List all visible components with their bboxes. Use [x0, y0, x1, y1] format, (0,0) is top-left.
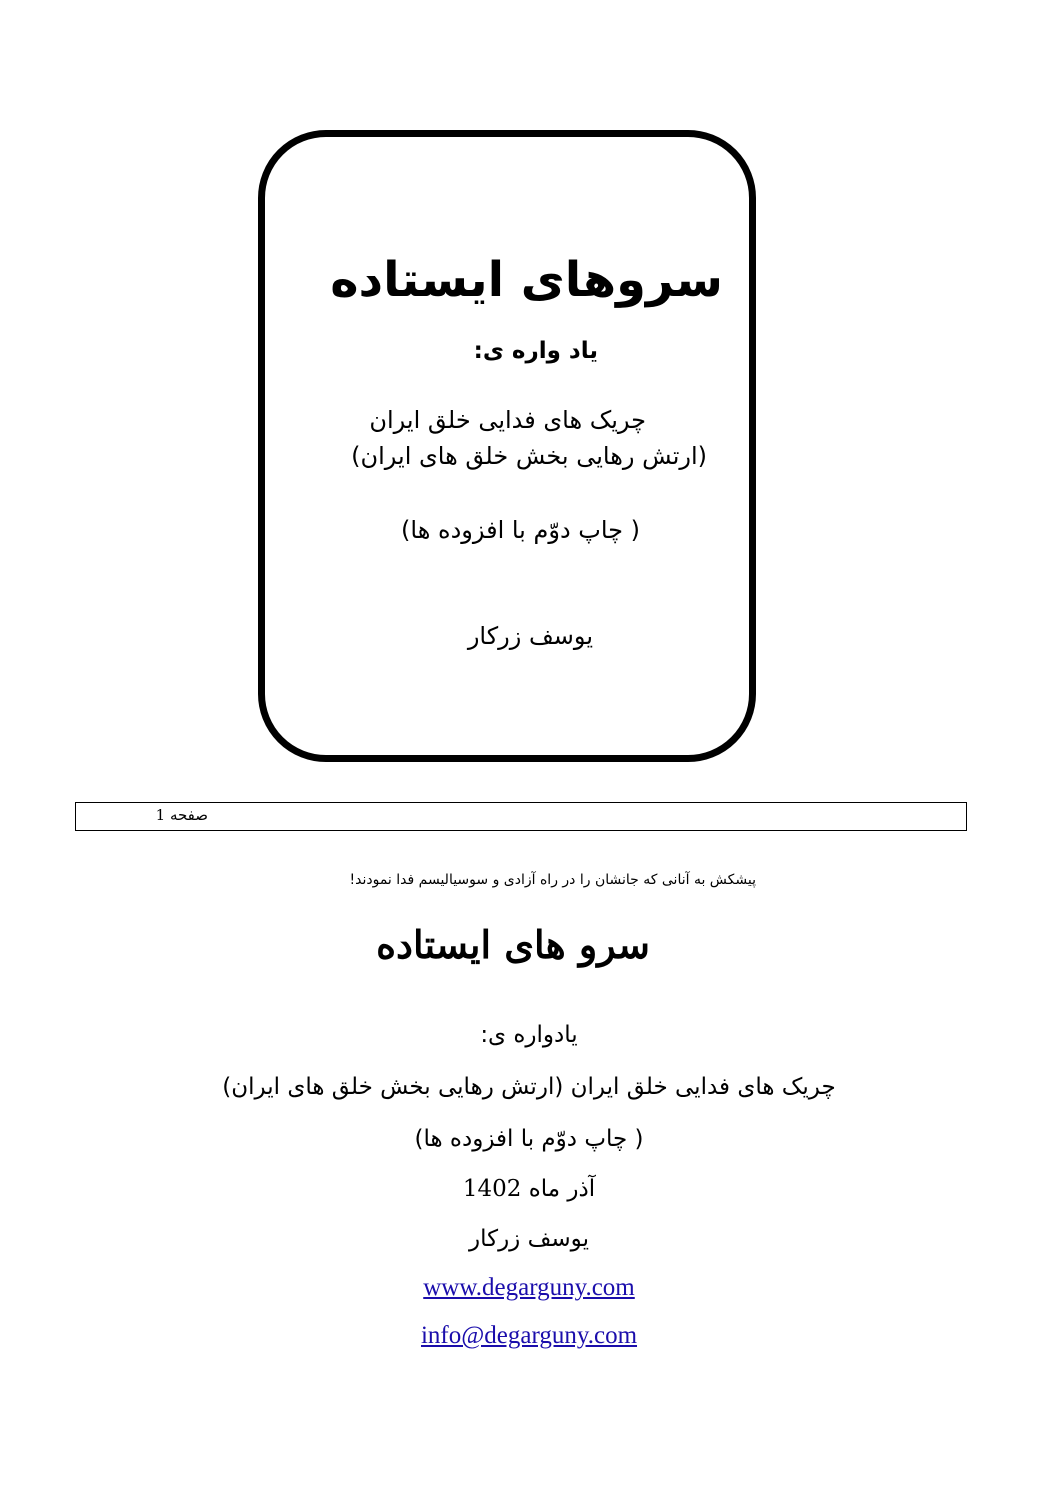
dedication-text: پیشکش به آنانی که جانشان را در راه آزادی و سوسیالیسم فدا نمودند!	[349, 872, 756, 888]
cover-subtitle: یاد واره ی:	[473, 338, 598, 364]
publication-date: آذر ماه 1402	[462, 1176, 596, 1202]
inner-title: سرو های ایستاده	[376, 922, 650, 967]
cover-title: سروهای ایستاده	[330, 252, 723, 308]
organization-name: چریک های فدایی خلق ایران (ارتش رهایی بخش خلق های ایران)	[222, 1074, 836, 1100]
cover-edition: ( چاپ دوّم با افزوده ها)	[401, 516, 640, 544]
edition-note: ( چاپ دوّم با افزوده ها)	[414, 1126, 644, 1152]
website-link[interactable]: www.degarguny.com	[423, 1274, 635, 1301]
cover-org-line-2: (ارتش رهایی بخش خلق های ایران)	[351, 442, 707, 470]
memorial-label: یادواره ی:	[480, 1022, 578, 1048]
email-link[interactable]: info@degarguny.com	[420, 1322, 638, 1349]
page-number-label: صفحه 1	[155, 806, 208, 824]
cover-author: یوسف زرکار	[467, 622, 593, 650]
author-name: یوسف زرکار	[469, 1226, 589, 1252]
cover-org-line-1: چریک های فدایی خلق ایران	[369, 406, 646, 434]
page-footer-bar	[75, 802, 967, 831]
